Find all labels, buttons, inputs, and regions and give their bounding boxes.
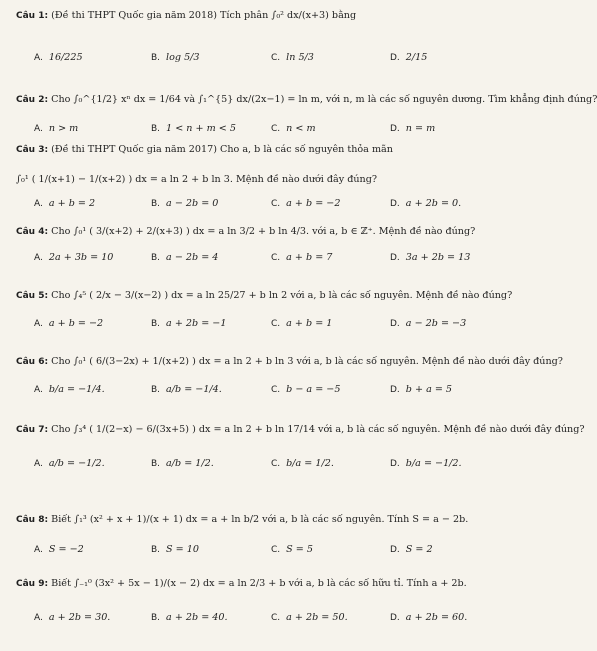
option-d: D. b/a = −1/2. — [390, 458, 462, 469]
option-a: A. n > m — [34, 123, 79, 134]
question-text: Cho ∫₀¹ ( 3/(x+2) + 2/(x+3) ) dx = a ln 3/2 + b ln 4/3. với a, b ∈ ℤ⁺. Mệnh đề nào đúng? — [51, 226, 476, 237]
option-b: B. S = 10 — [151, 544, 199, 555]
question-text: Cho ∫₀¹ ( 6/(3−2x) + 1/(x+2) ) dx = a ln 2 + b ln 3 với a, b là các số nguyên. Mệnh đề nào dưới đây đúng? — [51, 356, 563, 367]
option-a: A. 2a + 3b = 10 — [34, 252, 114, 263]
question-1-stem — [16, 10, 536, 22]
question-5-options — [16, 318, 536, 332]
question-7-options — [16, 458, 536, 472]
option-c: C. a + 2b = 50. — [271, 612, 348, 623]
question-8-stem — [16, 514, 536, 526]
question-1-options — [16, 52, 536, 66]
question-number: Câu 7: — [16, 425, 49, 435]
question-text: Biết ∫₁³ (x² + x + 1)/(x + 1) dx = a + ln b/2 với a, b là các số nguyên. Tính S = a − 2b. — [51, 514, 469, 525]
option-b: B. a + 2b = −1 — [151, 318, 227, 329]
question-6 — [16, 356, 563, 398]
option-b: B. a − 2b = 4 — [151, 252, 219, 263]
option-c: C. b − a = −5 — [271, 384, 341, 395]
question-7-stem — [16, 424, 585, 436]
option-d: D. 3a + 2b = 13 — [390, 252, 471, 263]
option-c: C. a + b = 7 — [271, 252, 333, 263]
option-c: C. S = 5 — [271, 544, 313, 555]
question-8 — [16, 514, 536, 558]
option-d: D. b + a = 5 — [390, 384, 453, 395]
question-2-options — [16, 123, 536, 137]
option-d: D. 2/15 — [390, 52, 428, 63]
question-7 — [16, 424, 585, 472]
option-b: B. a + 2b = 40. — [151, 612, 228, 623]
option-a: A. 16/225 — [34, 52, 83, 63]
question-number: Câu 8: — [16, 515, 49, 525]
option-c: C. n < m — [271, 123, 316, 134]
question-3 — [16, 144, 536, 212]
option-d: D. a + 2b = 60. — [390, 612, 468, 623]
option-b: B. a − 2b = 0 — [151, 198, 219, 209]
option-b: B. 1 < n + m < 5 — [151, 123, 236, 134]
question-9-stem — [16, 578, 536, 590]
question-3-stem — [16, 144, 536, 156]
question-text: Biết ∫₋₁⁰ (3x² + 5x − 1)/(x − 2) dx = a ln 2/3 + b với a, b là các số hữu tỉ. Tính a + 2b. — [51, 578, 467, 589]
question-number: Câu 6: — [16, 357, 49, 367]
question-text: Cho ∫₃⁴ ( 1/(2−x) − 6/(3x+5) ) dx = a ln 2 + b ln 17/14 với a, b là các số nguyên. Mệnh đề nào dưới đây đúng? — [51, 424, 585, 435]
option-c: C. a + b = −2 — [271, 198, 341, 209]
question-5 — [16, 290, 536, 332]
option-a: A. a/b = −1/2. — [34, 458, 105, 469]
option-d: D. a + 2b = 0. — [390, 198, 462, 209]
question-4-options — [16, 252, 536, 266]
option-a: A. a + 2b = 30. — [34, 612, 111, 623]
question-text: Cho ∫₄⁵ ( 2/x − 3/(x−2) ) dx = a ln 25/27 + b ln 2 với a, b là các số nguyên. Mệnh đề nào đúng? — [51, 290, 513, 301]
option-a: A. S = −2 — [34, 544, 84, 555]
question-6-options — [16, 384, 536, 398]
question-number: Câu 2: — [16, 95, 49, 105]
question-text: (Đề thi THPT Quốc gia năm 2018) Tích phân ∫₀² dx/(x+3) bằng — [51, 10, 357, 21]
option-d: D. a − 2b = −3 — [390, 318, 467, 329]
option-c: C. a + b = 1 — [271, 318, 333, 329]
question-3-stem-line2: ∫₀¹ ( 1/(x+1) − 1/(x+2) ) dx = a ln 2 + b ln 3. Mệnh đề nào dưới đây đúng? — [16, 174, 378, 185]
question-4-stem — [16, 226, 536, 238]
question-3-options — [16, 198, 536, 212]
question-9-options — [16, 612, 536, 626]
question-4 — [16, 226, 536, 266]
question-6-stem — [16, 356, 563, 368]
question-number: Câu 1: — [16, 11, 49, 21]
question-9 — [16, 578, 536, 626]
question-5-stem — [16, 290, 536, 302]
option-b: B. log 5/3 — [151, 52, 200, 63]
question-number: Câu 4: — [16, 227, 49, 237]
option-a: A. a + b = −2 — [34, 318, 104, 329]
question-8-options — [16, 544, 536, 558]
question-1 — [16, 10, 536, 66]
question-number: Câu 3: — [16, 145, 49, 155]
question-text: (Đề thi THPT Quốc gia năm 2017) Cho a, b là các số nguyên thỏa mãn — [51, 144, 393, 155]
option-b: B. a/b = 1/2. — [151, 458, 214, 469]
question-number: Câu 9: — [16, 579, 49, 589]
option-a: A. b/a = −1/4. — [34, 384, 105, 395]
question-2 — [16, 94, 597, 137]
question-2-stem — [16, 94, 597, 106]
option-c: C. b/a = 1/2. — [271, 458, 334, 469]
option-c: C. ln 5/3 — [271, 52, 314, 63]
option-a: A. a + b = 2 — [34, 198, 96, 209]
option-d: D. S = 2 — [390, 544, 433, 555]
question-number: Câu 5: — [16, 291, 49, 301]
option-b: B. a/b = −1/4. — [151, 384, 222, 395]
option-d: D. n = m — [390, 123, 436, 134]
question-text: Cho ∫₀^{1/2} xⁿ dx = 1/64 và ∫₁^{5} dx/(2x−1) = ln m, với n, m là các số nguyên dương. Tìm khẳng định đúng? — [51, 94, 597, 105]
